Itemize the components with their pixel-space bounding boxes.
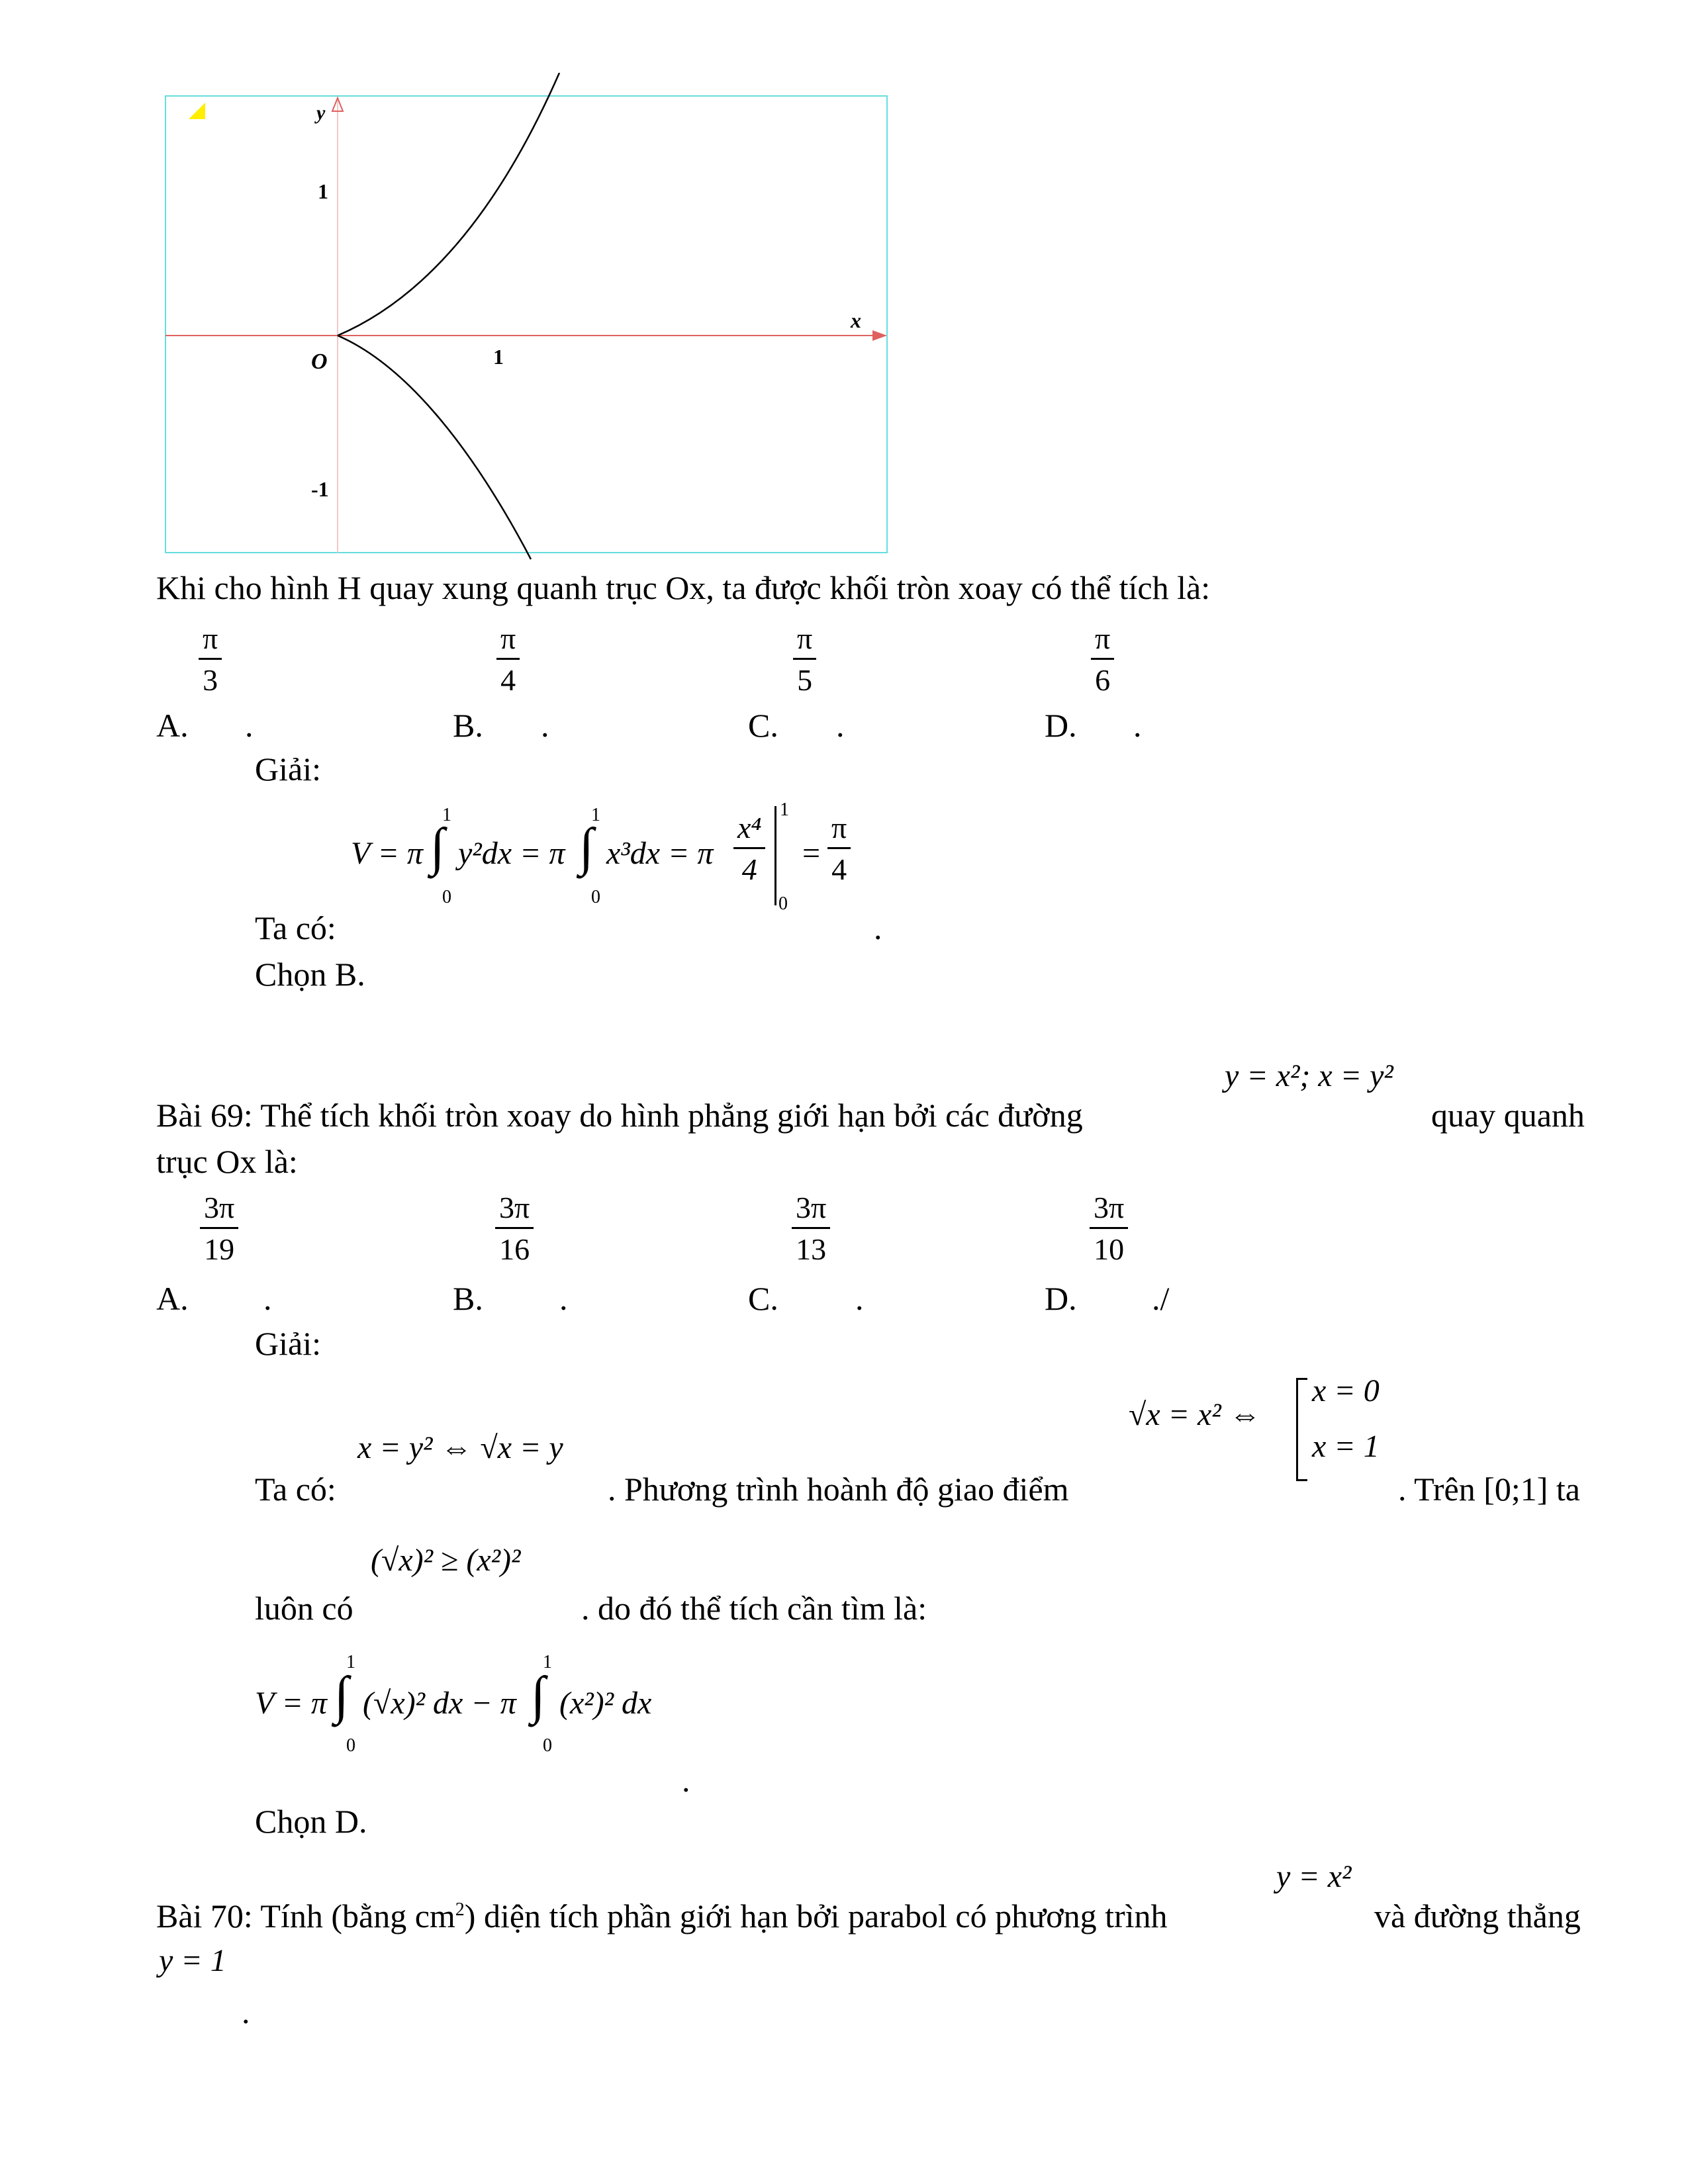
q68-formula-mid2: x³dx = π (606, 836, 714, 871)
q69-question-math: y = x²; x = y² (1225, 1058, 1393, 1093)
q68-option-d-frac: π 6 (1091, 622, 1114, 697)
q68-option-b-dot: . (541, 707, 549, 744)
q68-formula-mid1: y²dx = π (458, 836, 565, 871)
q68-question: Khi cho hình H quay xung quanh trục Ox, ta được khối tròn xoay có thể tích là: (156, 569, 1211, 606)
q69-option-c-dot: . (855, 1280, 864, 1317)
q68-end-dot: . (874, 909, 882, 946)
q69-text-volume: . do đó thể tích cần tìm là: (581, 1590, 927, 1627)
q69-option-d-label: D. (1045, 1280, 1077, 1317)
q69-case-2: x = 1 (1312, 1429, 1380, 1464)
q69-int1-lower: 0 (346, 1735, 355, 1756)
q69-option-a-label: A. (156, 1280, 189, 1317)
q70-question-rest: ) diện tích phần giới hạn bởi parabol có phương trình (464, 1897, 1168, 1934)
graph-figure (159, 73, 900, 563)
q68-eval-lower: 0 (778, 893, 788, 914)
tick-x-pos: 1 (493, 345, 504, 369)
q69-text-on: . Trên [0;1] ta (1398, 1471, 1580, 1508)
q68-option-b-frac: π 4 (496, 622, 520, 697)
origin-label: O (311, 349, 328, 374)
q69-question-line1: Bài 69: Thể tích khối tròn xoay do hình phẳng giới hạn bởi các đường (156, 1097, 1083, 1134)
q69-formula-mid: (√x)² dx − π (363, 1686, 516, 1721)
q69-math-ineq: (√x)² ≥ (x²)² (371, 1543, 521, 1578)
q69-int2-upper: 1 (543, 1652, 552, 1672)
curve-lower (338, 336, 531, 559)
y-axis-label: y (316, 102, 326, 124)
q69-question-end: quay quanh (1431, 1097, 1585, 1134)
q69-option-b-frac: 3π 16 (495, 1191, 534, 1266)
q69-text-intersect: . Phương trình hoành độ giao điểm (608, 1471, 1069, 1508)
tick-y-pos: 1 (318, 179, 328, 203)
q69-case-bracket (1296, 1378, 1307, 1481)
q70-end-dot: . (242, 1993, 250, 2030)
q69-luon-co: luôn có (255, 1590, 353, 1627)
q68-option-c-frac: π 5 (793, 622, 816, 697)
q68-option-d-label: D. (1045, 707, 1077, 744)
q68-formula-result: π 4 (827, 811, 851, 886)
q68-int2-lower: 0 (591, 887, 600, 907)
q69-math-equiv: x = y² ⇔ √x = y (357, 1430, 563, 1465)
q69-option-a-frac: 3π 19 (200, 1191, 238, 1266)
q69-integral-2: ∫ (531, 1666, 545, 1725)
q68-integral-2: ∫ (579, 818, 594, 876)
q69-option-b-dot: . (559, 1280, 568, 1317)
q70-question-start: Bài 70: Tính (bằng cm (156, 1897, 455, 1934)
q69-end-dot: . (682, 1762, 690, 1799)
q69-int2-lower: 0 (543, 1735, 552, 1756)
q69-option-d-frac: 3π 10 (1090, 1191, 1128, 1266)
q69-formula-end: (x²)² dx (559, 1686, 652, 1721)
q68-taco: Ta có: (255, 909, 336, 946)
q68-option-d-dot: . (1133, 707, 1142, 744)
q68-eval-bar (774, 806, 776, 905)
q68-option-a-label: A. (156, 707, 189, 744)
q68-option-a-dot: . (245, 707, 254, 744)
q68-option-c-dot: . (836, 707, 845, 744)
q68-formula-eq: = (802, 836, 821, 871)
q69-solution-label: Giải: (255, 1325, 321, 1362)
q69-question-line2: trục Ox là: (156, 1143, 298, 1180)
q69-option-d-dot: ./ (1152, 1280, 1170, 1317)
q69-integral-1: ∫ (334, 1666, 349, 1725)
q68-formula-frac: x⁴ 4 (733, 811, 765, 886)
x-axis-label: x (851, 308, 861, 332)
q68-formula-lhs: V = π (351, 836, 423, 871)
q69-case-1: x = 0 (1312, 1373, 1380, 1408)
q68-option-c-label: C. (748, 707, 778, 744)
q69-option-c-frac: 3π 13 (792, 1191, 830, 1266)
q69-math-intersect: √x = x² ⇔ (1129, 1397, 1261, 1432)
q68-eval-upper: 1 (780, 799, 789, 820)
tick-y-neg: -1 (311, 477, 329, 501)
q70-math-parabola: y = x² (1276, 1859, 1352, 1894)
q68-option-b-label: B. (453, 707, 483, 744)
q69-formula-lhs: V = π (255, 1686, 327, 1721)
q69-option-b-label: B. (453, 1280, 483, 1317)
x-axis-arrow (872, 330, 887, 341)
marker-icon (189, 103, 205, 119)
curve-upper (338, 73, 559, 336)
q70-question (156, 1896, 1168, 1936)
q68-option-a-frac: π 3 (199, 622, 222, 697)
q68-int1-upper: 1 (442, 805, 451, 825)
q68-integral-1: ∫ (430, 818, 445, 876)
q68-int2-upper: 1 (591, 805, 600, 825)
q68-int1-lower: 0 (442, 887, 451, 907)
graph-frame (165, 96, 887, 553)
q69-taco: Ta có: (255, 1471, 336, 1508)
q68-solution-label: Giải: (255, 751, 321, 788)
q70-question-end: và đường thẳng (1374, 1897, 1581, 1934)
q69-answer: Chọn D. (255, 1803, 367, 1840)
q70-math-line: y = 1 (159, 1943, 226, 1978)
q69-option-a-dot: . (263, 1280, 272, 1317)
q68-answer: Chọn B. (255, 956, 365, 993)
q69-option-c-label: C. (748, 1280, 778, 1317)
q70-question-sup: 2 (455, 1899, 465, 1920)
q69-int1-upper: 1 (346, 1652, 355, 1672)
